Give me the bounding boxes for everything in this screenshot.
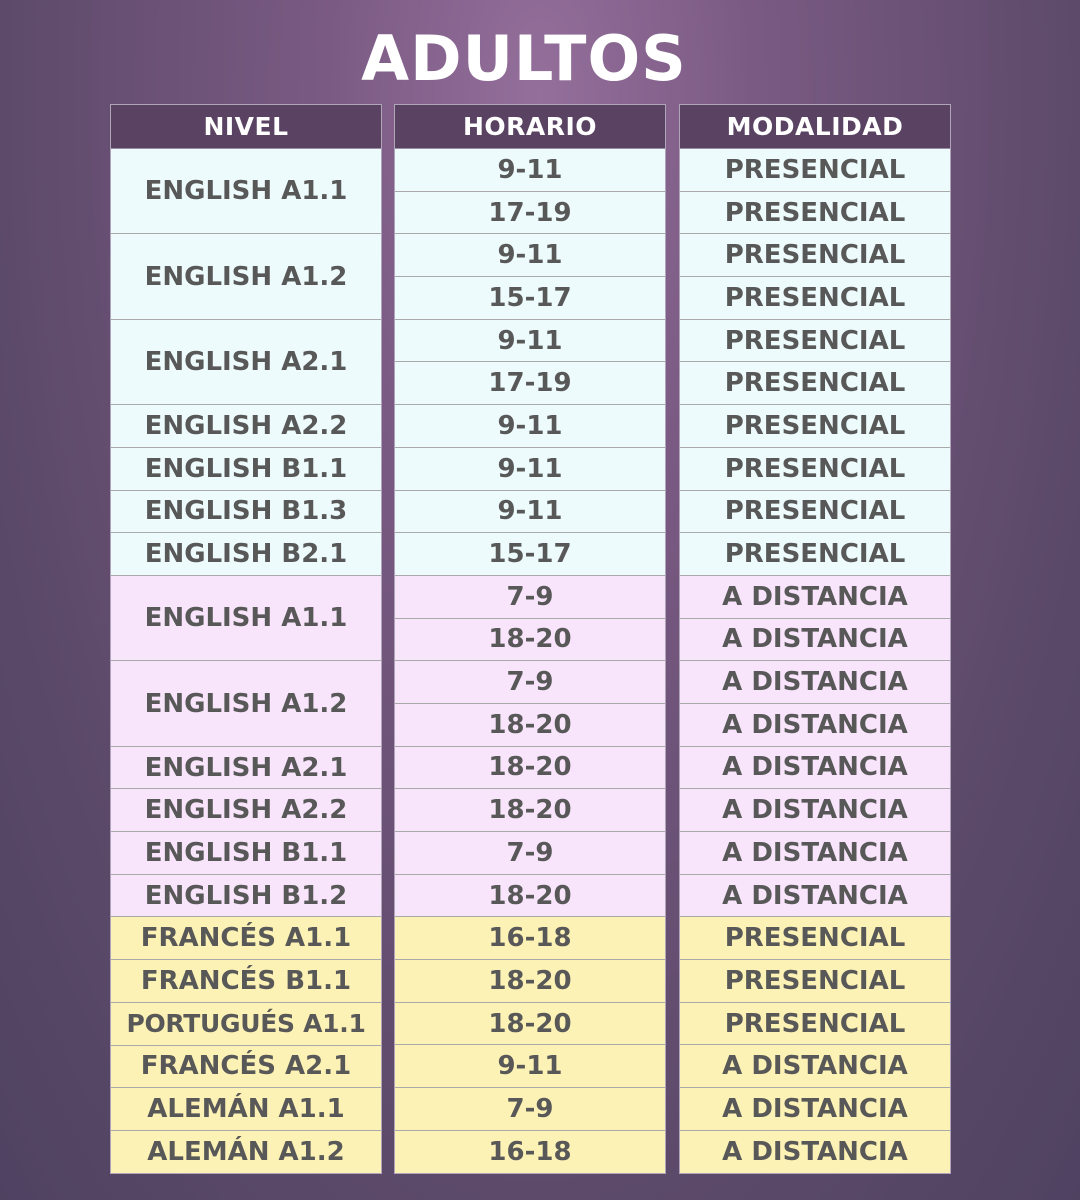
modalidad-cell: PRESENCIAL: [680, 405, 950, 448]
horario-cell: 9-11: [395, 1045, 665, 1088]
nivel-cell: PORTUGUÉS A1.1: [111, 1003, 381, 1046]
nivel-cell: ALEMÁN A1.1: [111, 1088, 381, 1131]
modalidad-cell: PRESENCIAL: [680, 1003, 950, 1046]
modalidad-cell: PRESENCIAL: [680, 192, 950, 235]
horario-cell: 18-20: [395, 704, 665, 747]
nivel-cell: ENGLISH A2.2: [111, 405, 381, 448]
modalidad-cell: A DISTANCIA: [680, 1045, 950, 1088]
nivel-cell: FRANCÉS B1.1: [111, 960, 381, 1003]
modalidad-cell: A DISTANCIA: [680, 576, 950, 619]
modalidad-cell: A DISTANCIA: [680, 832, 950, 875]
modalidad-cell: A DISTANCIA: [680, 875, 950, 918]
horario-cell: 9-11: [395, 320, 665, 363]
nivel-cell: ENGLISH A1.1: [111, 576, 381, 661]
modalidad-cell: A DISTANCIA: [680, 747, 950, 790]
modalidad-cell: A DISTANCIA: [680, 1088, 950, 1131]
horario-cell: 15-17: [395, 277, 665, 320]
nivel-cell: ENGLISH B1.1: [111, 832, 381, 875]
modalidad-cell: A DISTANCIA: [680, 1131, 950, 1174]
modalidad-cell: PRESENCIAL: [680, 149, 950, 192]
modalidad-header: MODALIDAD: [680, 105, 950, 149]
modalidad-cell: PRESENCIAL: [680, 277, 950, 320]
nivel-cell: ENGLISH B2.1: [111, 533, 381, 576]
horario-cell: 18-20: [395, 960, 665, 1003]
nivel-cell: ENGLISH A1.1: [111, 149, 381, 234]
horario-cell: 9-11: [395, 491, 665, 534]
horario-cell: 7-9: [395, 832, 665, 875]
modalidad-cell: A DISTANCIA: [680, 704, 950, 747]
nivel-cell: ENGLISH B1.1: [111, 448, 381, 491]
modalidad-cell: PRESENCIAL: [680, 917, 950, 960]
horario-cell: 16-18: [395, 917, 665, 960]
horario-cell: 9-11: [395, 405, 665, 448]
nivel-cell: ENGLISH A2.1: [111, 747, 381, 790]
modalidad-cell: PRESENCIAL: [680, 491, 950, 534]
nivel-cell: FRANCÉS A1.1: [111, 917, 381, 960]
modalidad-cell: PRESENCIAL: [680, 320, 950, 363]
horario-cell: 18-20: [395, 619, 665, 662]
horario-cell: 7-9: [395, 1088, 665, 1131]
modalidad-cell: PRESENCIAL: [680, 960, 950, 1003]
horario-column: [394, 104, 666, 1174]
modalidad-cell: PRESENCIAL: [680, 533, 950, 576]
nivel-header: NIVEL: [111, 105, 381, 149]
horario-cell: 17-19: [395, 362, 665, 405]
horario-cell: 18-20: [395, 747, 665, 790]
horario-cell: 15-17: [395, 533, 665, 576]
modalidad-column: [679, 104, 951, 1174]
horario-cell: 18-20: [395, 789, 665, 832]
nivel-cell: ENGLISH B1.2: [111, 875, 381, 918]
horario-cell: 17-19: [395, 192, 665, 235]
nivel-cell: ENGLISH A1.2: [111, 234, 381, 319]
modalidad-cell: A DISTANCIA: [680, 661, 950, 704]
horario-cell: 9-11: [395, 234, 665, 277]
horario-cell: 7-9: [395, 576, 665, 619]
nivel-cell: ENGLISH A2.1: [111, 320, 381, 405]
horario-cell: 18-20: [395, 875, 665, 918]
modalidad-cell: A DISTANCIA: [680, 619, 950, 662]
horario-cell: 7-9: [395, 661, 665, 704]
modalidad-cell: A DISTANCIA: [680, 789, 950, 832]
nivel-column: [110, 104, 382, 1174]
horario-cell: 9-11: [395, 149, 665, 192]
nivel-cell: ALEMÁN A1.2: [111, 1131, 381, 1174]
modalidad-cell: PRESENCIAL: [680, 234, 950, 277]
horario-cell: 16-18: [395, 1131, 665, 1174]
horario-header: HORARIO: [395, 105, 665, 149]
horario-cell: 18-20: [395, 1003, 665, 1046]
nivel-cell: ENGLISH A2.2: [111, 789, 381, 832]
nivel-cell: ENGLISH B1.3: [111, 491, 381, 534]
nivel-cell: FRANCÉS A2.1: [111, 1046, 381, 1089]
modalidad-cell: PRESENCIAL: [680, 448, 950, 491]
page-title: ADULTOS: [361, 22, 687, 95]
horario-cell: 9-11: [395, 448, 665, 491]
modalidad-cell: PRESENCIAL: [680, 362, 950, 405]
nivel-cell: ENGLISH A1.2: [111, 661, 381, 746]
